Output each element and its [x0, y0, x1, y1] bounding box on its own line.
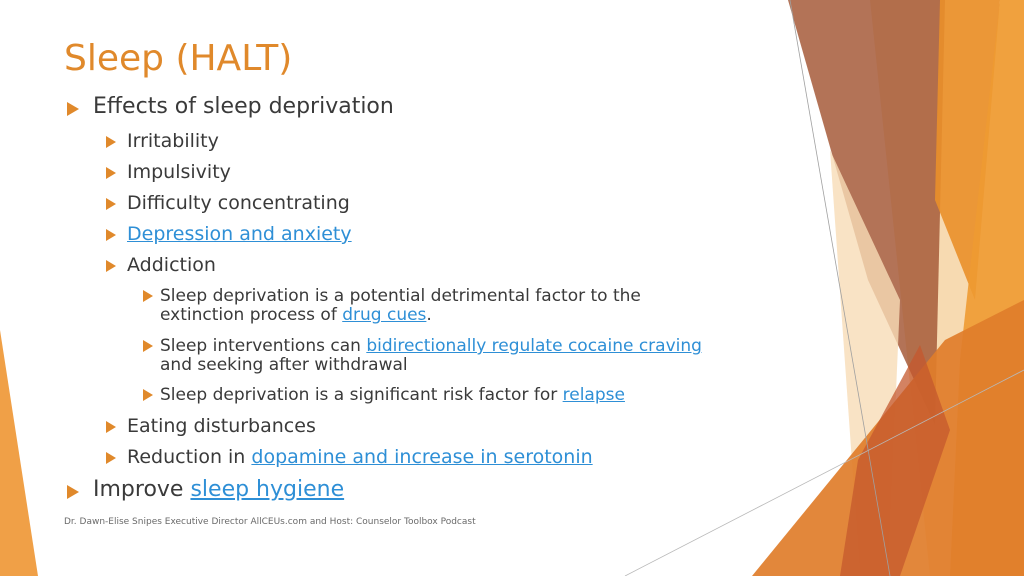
addiction-point-2-line2: and seeking after withdrawal: [160, 355, 408, 375]
bullet-arrow-icon: [106, 421, 116, 433]
improve-prefix: Improve: [93, 477, 191, 502]
sub-bullet-label: Addiction: [127, 254, 216, 276]
bullet-arrow-icon: [106, 229, 116, 241]
bullet-arrow-icon: [67, 485, 79, 499]
sleep-hygiene-link[interactable]: sleep hygiene: [190, 477, 345, 502]
sub-bullet-label: Difficulty concentrating: [127, 192, 350, 214]
deco-shape-left: [0, 330, 38, 576]
sub-bullet-label: Eating disturbances: [127, 415, 316, 437]
footer-credit: Dr. Dawn-Elise Snipes Executive Director AllCEUs.com and Host: Counselor Toolbox Podcast: [64, 517, 476, 527]
dopamine-serotonin-link[interactable]: dopamine and increase in serotonin: [251, 446, 593, 468]
addiction-point-3-prefix: Sleep deprivation is a significant risk factor for: [160, 385, 563, 405]
cocaine-craving-link[interactable]: bidirectionally regulate cocaine craving: [366, 336, 702, 356]
bullet-arrow-icon: [106, 452, 116, 464]
addiction-point-1-suffix: .: [426, 305, 432, 325]
addiction-point-1-line2: extinction process of: [160, 305, 343, 325]
bullet-arrow-icon: [106, 198, 116, 210]
bullet-arrow-icon: [143, 340, 153, 352]
bullet-arrow-icon: [106, 260, 116, 272]
depression-anxiety-link[interactable]: Depression and anxiety: [127, 223, 352, 245]
bullet-arrow-icon: [106, 136, 116, 148]
reduction-prefix: Reduction in: [127, 446, 252, 468]
bullet-effects-label: Effects of sleep deprivation: [93, 94, 394, 119]
addiction-point-2-prefix: Sleep interventions can: [160, 336, 367, 356]
drug-cues-link[interactable]: drug cues: [342, 305, 427, 325]
sub-bullet-label: Irritability: [127, 130, 219, 152]
relapse-link[interactable]: relapse: [562, 385, 625, 405]
addiction-point-1-line1: Sleep deprivation is a potential detrimental factor to the: [160, 286, 641, 306]
bullet-arrow-icon: [143, 389, 153, 401]
slide-title: Sleep (HALT): [64, 38, 293, 79]
bullet-arrow-icon: [143, 290, 153, 302]
bullet-arrow-icon: [106, 167, 116, 179]
sub-bullet-label: Impulsivity: [127, 161, 231, 183]
bullet-arrow-icon: [67, 102, 79, 116]
